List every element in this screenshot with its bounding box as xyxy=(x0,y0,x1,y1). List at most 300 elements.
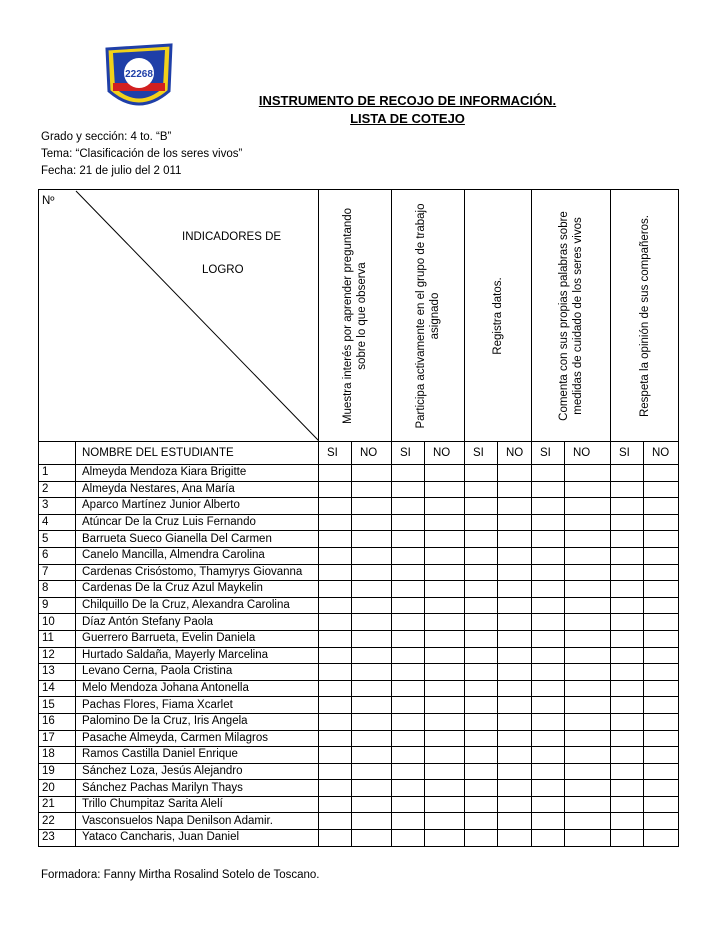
check-cell[interactable] xyxy=(532,531,565,548)
check-cell[interactable] xyxy=(425,597,465,614)
table-row xyxy=(39,531,679,548)
check-cell[interactable] xyxy=(498,813,532,830)
check-cell[interactable] xyxy=(611,498,644,515)
check-cell[interactable] xyxy=(425,664,465,681)
check-cell[interactable] xyxy=(644,581,679,598)
check-cell[interactable] xyxy=(465,498,498,515)
check-cell[interactable] xyxy=(644,730,679,747)
check-cell[interactable] xyxy=(425,514,465,531)
check-cell[interactable] xyxy=(565,597,611,614)
check-cell[interactable] xyxy=(352,531,392,548)
check-cell[interactable] xyxy=(644,597,679,614)
table-row xyxy=(39,564,679,581)
column-header-row xyxy=(39,442,679,465)
student-number: 22 xyxy=(39,813,76,830)
student-name: Cardenas De la Cruz Azul Maykelin xyxy=(76,581,319,598)
check-cell[interactable] xyxy=(319,730,352,747)
check-cell[interactable] xyxy=(498,614,532,631)
check-cell[interactable] xyxy=(352,514,392,531)
student-name: Vasconsuelos Napa Denilson Adamir. xyxy=(76,813,319,830)
check-cell[interactable] xyxy=(319,830,352,847)
student-name: Atúncar De la Cruz Luis Fernando xyxy=(76,514,319,531)
check-cell[interactable] xyxy=(565,697,611,714)
check-cell[interactable] xyxy=(565,498,611,515)
check-cell[interactable] xyxy=(392,647,425,664)
check-cell[interactable] xyxy=(425,531,465,548)
check-cell[interactable] xyxy=(425,680,465,697)
check-cell[interactable] xyxy=(532,680,565,697)
student-name: Levano Cerna, Paola Cristina xyxy=(76,664,319,681)
check-cell[interactable] xyxy=(319,514,352,531)
student-name: Melo Mendoza Johana Antonella xyxy=(76,680,319,697)
check-cell[interactable] xyxy=(425,763,465,780)
check-cell[interactable] xyxy=(352,747,392,764)
check-cell[interactable] xyxy=(565,547,611,564)
table-row xyxy=(39,514,679,531)
check-cell[interactable] xyxy=(352,597,392,614)
check-cell[interactable] xyxy=(532,498,565,515)
check-cell[interactable] xyxy=(611,697,644,714)
check-cell[interactable] xyxy=(644,697,679,714)
header-row xyxy=(39,190,679,442)
check-cell[interactable] xyxy=(565,531,611,548)
student-number: 11 xyxy=(39,630,76,647)
student-name: Trillo Chumpitaz Sarita Alelí xyxy=(76,796,319,813)
check-cell[interactable] xyxy=(532,514,565,531)
check-cell[interactable] xyxy=(565,630,611,647)
check-cell[interactable] xyxy=(498,547,532,564)
check-cell[interactable] xyxy=(465,763,498,780)
document-title: INSTRUMENTO DE RECOJO DE INFORMACIÓN. xyxy=(258,93,557,108)
check-cell[interactable] xyxy=(498,730,532,747)
check-cell[interactable] xyxy=(319,747,352,764)
check-cell[interactable] xyxy=(319,498,352,515)
check-cell[interactable] xyxy=(392,614,425,631)
check-cell[interactable] xyxy=(532,614,565,631)
checklist-table xyxy=(38,189,679,847)
check-cell[interactable] xyxy=(319,813,352,830)
student-number: 21 xyxy=(39,796,76,813)
check-cell[interactable] xyxy=(644,713,679,730)
check-cell[interactable] xyxy=(392,481,425,498)
check-cell[interactable] xyxy=(425,630,465,647)
check-cell[interactable] xyxy=(465,813,498,830)
check-cell[interactable] xyxy=(465,514,498,531)
check-cell[interactable] xyxy=(425,730,465,747)
check-cell[interactable] xyxy=(644,630,679,647)
check-cell[interactable] xyxy=(611,747,644,764)
check-cell[interactable] xyxy=(611,514,644,531)
check-cell[interactable] xyxy=(465,597,498,614)
check-cell[interactable] xyxy=(532,664,565,681)
check-cell[interactable] xyxy=(319,597,352,614)
check-cell[interactable] xyxy=(465,713,498,730)
check-cell[interactable] xyxy=(498,531,532,548)
check-cell[interactable] xyxy=(465,680,498,697)
footer-formadora: Formadora: Fanny Mirtha Rosalind Sotelo de Toscano. xyxy=(41,869,320,881)
check-cell[interactable] xyxy=(565,581,611,598)
indicator-1: Muestra interés por aprender preguntando sobre lo que observa xyxy=(319,190,392,442)
check-cell[interactable] xyxy=(352,481,392,498)
check-cell[interactable] xyxy=(465,747,498,764)
check-cell[interactable] xyxy=(611,564,644,581)
check-cell[interactable] xyxy=(465,581,498,598)
check-cell[interactable] xyxy=(611,547,644,564)
table-row xyxy=(39,763,679,780)
check-cell[interactable] xyxy=(425,697,465,714)
check-cell[interactable] xyxy=(392,630,425,647)
check-cell[interactable] xyxy=(352,630,392,647)
check-cell[interactable] xyxy=(319,547,352,564)
table-row xyxy=(39,614,679,631)
check-cell[interactable] xyxy=(392,465,425,482)
check-cell[interactable] xyxy=(352,581,392,598)
check-cell[interactable] xyxy=(611,830,644,847)
document-subtitle: LISTA DE COTEJO xyxy=(350,111,465,126)
check-cell[interactable] xyxy=(352,830,392,847)
check-cell[interactable] xyxy=(425,564,465,581)
student-name: Aparco Martínez Junior Alberto xyxy=(76,498,319,515)
check-cell[interactable] xyxy=(565,730,611,747)
student-name: Díaz Antón Stefany Paola xyxy=(76,614,319,631)
meta-grado: Grado y sección: 4 to. “B” xyxy=(41,131,172,143)
table-row xyxy=(39,498,679,515)
check-cell[interactable] xyxy=(498,697,532,714)
check-cell[interactable] xyxy=(425,830,465,847)
check-cell[interactable] xyxy=(352,763,392,780)
check-cell[interactable] xyxy=(532,730,565,747)
meta-fecha: Fecha: 21 de julio del 2 011 xyxy=(41,165,182,177)
check-cell[interactable] xyxy=(425,780,465,797)
check-cell[interactable] xyxy=(611,614,644,631)
student-number: 14 xyxy=(39,680,76,697)
check-cell[interactable] xyxy=(644,813,679,830)
table-row xyxy=(39,664,679,681)
check-cell[interactable] xyxy=(319,614,352,631)
check-cell[interactable] xyxy=(532,564,565,581)
check-cell[interactable] xyxy=(532,630,565,647)
check-cell[interactable] xyxy=(465,531,498,548)
check-cell[interactable] xyxy=(352,498,392,515)
student-number: 17 xyxy=(39,730,76,747)
check-cell[interactable] xyxy=(611,465,644,482)
check-cell[interactable] xyxy=(465,614,498,631)
check-cell[interactable] xyxy=(498,514,532,531)
check-cell[interactable] xyxy=(352,813,392,830)
check-cell[interactable] xyxy=(498,498,532,515)
check-cell[interactable] xyxy=(498,647,532,664)
check-cell[interactable] xyxy=(498,830,532,847)
check-cell[interactable] xyxy=(498,680,532,697)
check-cell[interactable] xyxy=(565,713,611,730)
check-cell[interactable] xyxy=(611,597,644,614)
check-cell[interactable] xyxy=(498,796,532,813)
check-cell[interactable] xyxy=(425,498,465,515)
check-cell[interactable] xyxy=(611,680,644,697)
check-cell[interactable] xyxy=(644,747,679,764)
si-header: SI xyxy=(465,442,498,465)
check-cell[interactable] xyxy=(644,465,679,482)
check-cell[interactable] xyxy=(392,514,425,531)
check-cell[interactable] xyxy=(565,564,611,581)
check-cell[interactable] xyxy=(392,763,425,780)
check-cell[interactable] xyxy=(319,531,352,548)
check-cell[interactable] xyxy=(565,780,611,797)
check-cell[interactable] xyxy=(644,531,679,548)
check-cell[interactable] xyxy=(644,547,679,564)
check-cell[interactable] xyxy=(465,547,498,564)
check-cell[interactable] xyxy=(465,780,498,797)
check-cell[interactable] xyxy=(465,730,498,747)
check-cell[interactable] xyxy=(465,697,498,714)
check-cell[interactable] xyxy=(392,747,425,764)
check-cell[interactable] xyxy=(425,813,465,830)
check-cell[interactable] xyxy=(565,465,611,482)
check-cell[interactable] xyxy=(611,531,644,548)
check-cell[interactable] xyxy=(425,796,465,813)
check-cell[interactable] xyxy=(611,730,644,747)
check-cell[interactable] xyxy=(644,647,679,664)
check-cell[interactable] xyxy=(565,481,611,498)
check-cell[interactable] xyxy=(498,465,532,482)
table-row xyxy=(39,697,679,714)
check-cell[interactable] xyxy=(392,498,425,515)
check-cell[interactable] xyxy=(392,581,425,598)
check-cell[interactable] xyxy=(611,481,644,498)
check-cell[interactable] xyxy=(352,697,392,714)
check-cell[interactable] xyxy=(392,830,425,847)
student-number: 13 xyxy=(39,664,76,681)
meta-tema: Tema: “Clasificación de los seres vivos” xyxy=(41,148,243,160)
check-cell[interactable] xyxy=(319,780,352,797)
check-cell[interactable] xyxy=(392,730,425,747)
si-header: SI xyxy=(392,442,425,465)
check-cell[interactable] xyxy=(319,713,352,730)
check-cell[interactable] xyxy=(465,796,498,813)
indicator-4: Comenta con sus propias palabras sobre medidas de cuidado de los seres vivos xyxy=(532,190,611,442)
check-cell[interactable] xyxy=(425,647,465,664)
check-cell[interactable] xyxy=(498,763,532,780)
check-cell[interactable] xyxy=(465,481,498,498)
check-cell[interactable] xyxy=(532,481,565,498)
check-cell[interactable] xyxy=(319,763,352,780)
check-cell[interactable] xyxy=(644,680,679,697)
check-cell[interactable] xyxy=(392,664,425,681)
check-cell[interactable] xyxy=(611,763,644,780)
check-cell[interactable] xyxy=(352,680,392,697)
num-header: Nº xyxy=(42,195,55,207)
check-cell[interactable] xyxy=(532,763,565,780)
student-number: 2 xyxy=(39,481,76,498)
check-cell[interactable] xyxy=(392,697,425,714)
check-cell[interactable] xyxy=(611,664,644,681)
check-cell[interactable] xyxy=(425,581,465,598)
check-cell[interactable] xyxy=(352,730,392,747)
check-cell[interactable] xyxy=(392,531,425,548)
table-row xyxy=(39,680,679,697)
table-row xyxy=(39,713,679,730)
check-cell[interactable] xyxy=(532,747,565,764)
check-cell[interactable] xyxy=(565,796,611,813)
student-name: Palomino De la Cruz, Iris Angela xyxy=(76,713,319,730)
check-cell[interactable] xyxy=(565,747,611,764)
check-cell[interactable] xyxy=(352,647,392,664)
check-cell[interactable] xyxy=(532,465,565,482)
check-cell[interactable] xyxy=(532,796,565,813)
check-cell[interactable] xyxy=(498,713,532,730)
check-cell[interactable] xyxy=(611,581,644,598)
check-cell[interactable] xyxy=(644,481,679,498)
student-number: 10 xyxy=(39,614,76,631)
check-cell[interactable] xyxy=(532,697,565,714)
check-cell[interactable] xyxy=(498,664,532,681)
student-number: 4 xyxy=(39,514,76,531)
check-cell[interactable] xyxy=(498,597,532,614)
check-cell[interactable] xyxy=(532,597,565,614)
check-cell[interactable] xyxy=(352,664,392,681)
table-row xyxy=(39,747,679,764)
check-cell[interactable] xyxy=(565,664,611,681)
check-cell[interactable] xyxy=(465,630,498,647)
student-name: Yataco Cancharis, Juan Daniel xyxy=(76,830,319,847)
student-number: 1 xyxy=(39,465,76,482)
student-number: 6 xyxy=(39,547,76,564)
check-cell[interactable] xyxy=(565,614,611,631)
check-cell[interactable] xyxy=(498,630,532,647)
student-number: 5 xyxy=(39,531,76,548)
check-cell[interactable] xyxy=(644,763,679,780)
check-cell[interactable] xyxy=(465,664,498,681)
check-cell[interactable] xyxy=(498,581,532,598)
check-cell[interactable] xyxy=(465,465,498,482)
check-cell[interactable] xyxy=(352,465,392,482)
logro-label: LOGRO xyxy=(202,264,244,276)
check-cell[interactable] xyxy=(498,481,532,498)
student-name: Pachas Flores, Fiama Xcarlet xyxy=(76,697,319,714)
student-number: 18 xyxy=(39,747,76,764)
table-row xyxy=(39,465,679,482)
check-cell[interactable] xyxy=(644,514,679,531)
no-header: NO xyxy=(498,442,532,465)
check-cell[interactable] xyxy=(425,547,465,564)
check-cell[interactable] xyxy=(319,680,352,697)
check-cell[interactable] xyxy=(565,647,611,664)
check-cell[interactable] xyxy=(644,564,679,581)
check-cell[interactable] xyxy=(425,481,465,498)
check-cell[interactable] xyxy=(319,481,352,498)
check-cell[interactable] xyxy=(392,713,425,730)
check-cell[interactable] xyxy=(465,564,498,581)
student-name: Canelo Mancilla, Almendra Carolina xyxy=(76,547,319,564)
check-cell[interactable] xyxy=(532,713,565,730)
check-cell[interactable] xyxy=(644,664,679,681)
indicator-3: Registra datos. xyxy=(465,190,532,442)
check-cell[interactable] xyxy=(644,498,679,515)
check-cell[interactable] xyxy=(352,564,392,581)
check-cell[interactable] xyxy=(565,680,611,697)
check-cell[interactable] xyxy=(611,796,644,813)
check-cell[interactable] xyxy=(392,813,425,830)
check-cell[interactable] xyxy=(352,547,392,564)
student-name: Pasache Almeyda, Carmen Milagros xyxy=(76,730,319,747)
check-cell[interactable] xyxy=(319,581,352,598)
check-cell[interactable] xyxy=(644,780,679,797)
check-cell[interactable] xyxy=(611,713,644,730)
check-cell[interactable] xyxy=(465,647,498,664)
check-cell[interactable] xyxy=(319,647,352,664)
table-row xyxy=(39,647,679,664)
check-cell[interactable] xyxy=(319,630,352,647)
student-number: 7 xyxy=(39,564,76,581)
si-header: SI xyxy=(532,442,565,465)
check-cell[interactable] xyxy=(319,564,352,581)
check-cell[interactable] xyxy=(392,597,425,614)
check-cell[interactable] xyxy=(352,614,392,631)
student-name: Sánchez Loza, Jesús Alejandro xyxy=(76,763,319,780)
no-header: NO xyxy=(425,442,465,465)
check-cell[interactable] xyxy=(532,581,565,598)
check-cell[interactable] xyxy=(425,465,465,482)
check-cell[interactable] xyxy=(611,630,644,647)
check-cell[interactable] xyxy=(319,796,352,813)
no-header: NO xyxy=(352,442,392,465)
check-cell[interactable] xyxy=(565,813,611,830)
student-rows xyxy=(39,465,679,847)
student-number: 9 xyxy=(39,597,76,614)
check-cell[interactable] xyxy=(532,813,565,830)
check-cell[interactable] xyxy=(532,647,565,664)
check-cell[interactable] xyxy=(532,547,565,564)
check-cell[interactable] xyxy=(611,647,644,664)
check-cell[interactable] xyxy=(392,564,425,581)
check-cell[interactable] xyxy=(392,780,425,797)
check-cell[interactable] xyxy=(565,763,611,780)
check-cell[interactable] xyxy=(498,780,532,797)
check-cell[interactable] xyxy=(392,680,425,697)
check-cell[interactable] xyxy=(352,780,392,797)
student-name: Chilquillo De la Cruz, Alexandra Carolina xyxy=(76,597,319,614)
check-cell[interactable] xyxy=(319,697,352,714)
check-cell[interactable] xyxy=(532,830,565,847)
check-cell[interactable] xyxy=(498,564,532,581)
check-cell[interactable] xyxy=(565,514,611,531)
check-cell[interactable] xyxy=(498,747,532,764)
check-cell[interactable] xyxy=(532,780,565,797)
table-row xyxy=(39,547,679,564)
empty-num-header xyxy=(39,442,76,465)
check-cell[interactable] xyxy=(611,813,644,830)
check-cell[interactable] xyxy=(611,780,644,797)
student-number: 23 xyxy=(39,830,76,847)
check-cell[interactable] xyxy=(644,614,679,631)
check-cell[interactable] xyxy=(392,547,425,564)
check-cell[interactable] xyxy=(319,465,352,482)
table-row xyxy=(39,481,679,498)
check-cell[interactable] xyxy=(319,664,352,681)
check-cell[interactable] xyxy=(644,796,679,813)
check-cell[interactable] xyxy=(565,830,611,847)
check-cell[interactable] xyxy=(352,713,392,730)
check-cell[interactable] xyxy=(425,747,465,764)
check-cell[interactable] xyxy=(425,614,465,631)
check-cell[interactable] xyxy=(352,796,392,813)
check-cell[interactable] xyxy=(392,796,425,813)
check-cell[interactable] xyxy=(465,830,498,847)
check-cell[interactable] xyxy=(644,830,679,847)
check-cell[interactable] xyxy=(425,713,465,730)
table-row xyxy=(39,813,679,830)
student-number: 3 xyxy=(39,498,76,515)
